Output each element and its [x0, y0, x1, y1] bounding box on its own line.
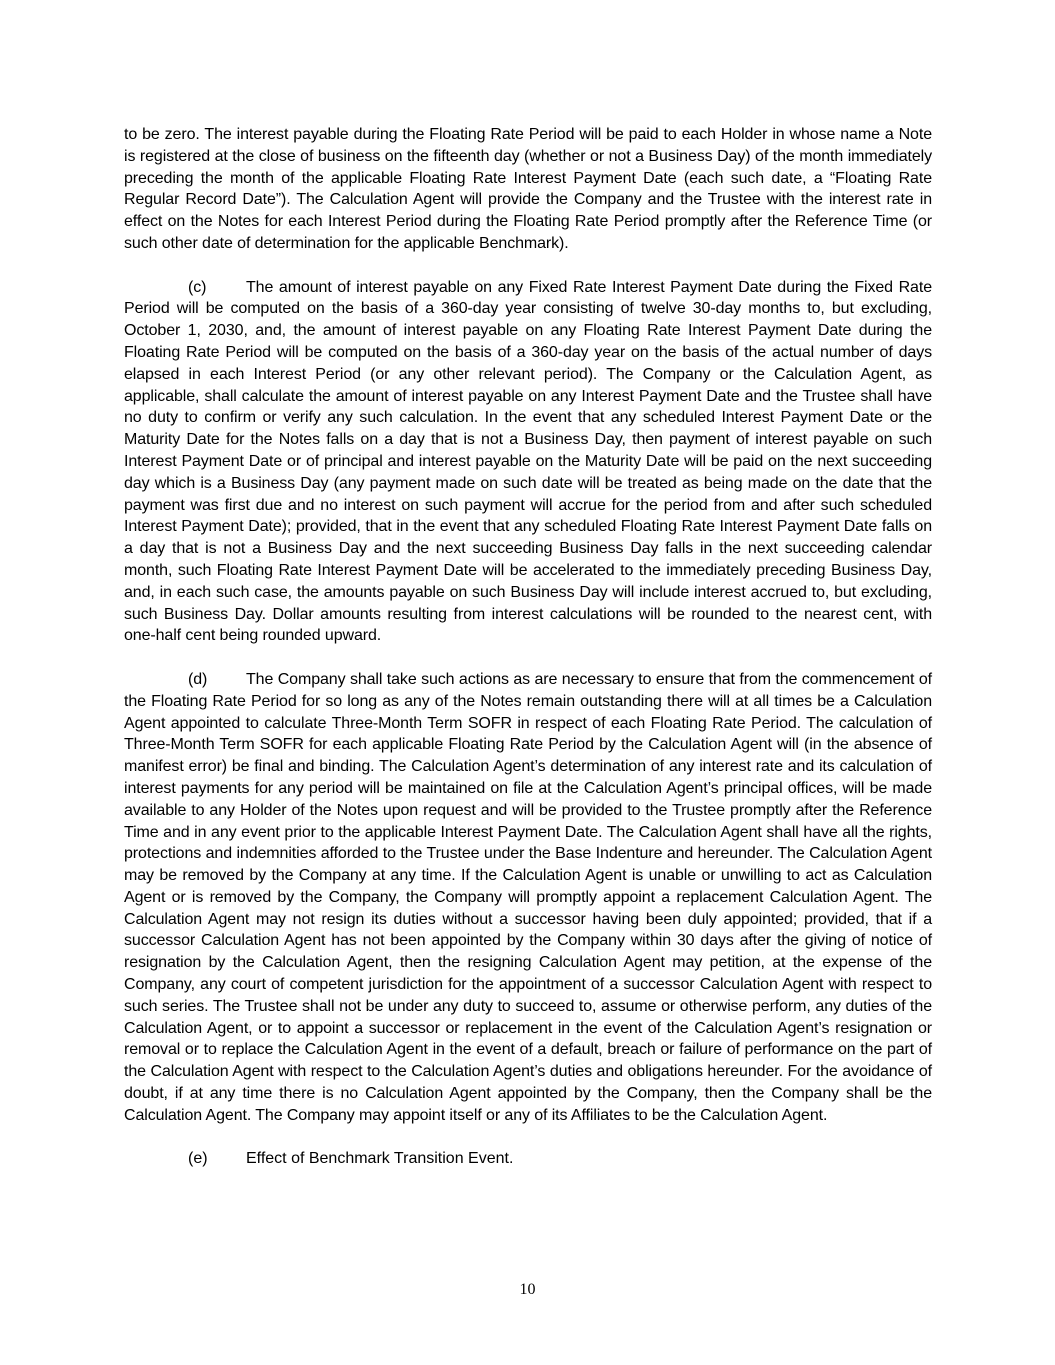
page-number: 10	[519, 1281, 536, 1298]
document-page	[124, 124, 932, 1170]
paragraph-c-text: The amount of interest payable on any Fixed Rate Interest Payment Date during the Fixed Rate Period will be computed on the basis of a 360-day year consisting of twelve 30-day months to, but excluding, October 1, 2030, and, the amount of interest payable on any Floating Rate Interest Payment Date during the Floating Rate Period will be computed on the basis of a 360-day year on the basis of the actual number of days elapsed in each Interest Period (or any other relevant period). The Company or the Calculation Agent, as applicable, shall calculate the amount of interest payable on any Interest Payment Date and the Trustee shall have no duty to confirm or verify any such calculation. In the event that any scheduled Interest Payment Date or the Maturity Date for the Notes falls on a day that is not a Business Day, then payment of interest payable on such Interest Payment Date or of principal and interest payable on the Maturity Date will be paid on the next succeeding day which is a Business Day (any payment made on such date will be treated as being made on the date that the payment was first due and no interest on such payment will accrue for the period from and after such scheduled Interest Payment Date); provided, that in the event that any scheduled Floating Rate Interest Payment Date falls on a day that is not a Business Day and the next succeeding Business Day falls in the next succeeding calendar month, such Floating Rate Interest Payment Date will be accelerated to the immediately preceding Business Day, and, in each such case, the amounts payable on such Business Day will include interest accrued to, but excluding, such Business Day. Dollar amounts resulting from interest calculations will be rounded to the nearest cent, with one-half cent being rounded upward.	[124, 278, 932, 645]
paragraph-e-label: (e)	[188, 1150, 208, 1168]
paragraph-b-continued: to be zero. The interest payable during the Floating Rate Period will be paid to each Holder in whose name a Note is registered at the close of business on the fifteenth day (whether or not a Business Day) of the month immediately preceding the month of the applicable Floating Rate Interest Payment Date (each such date, a “Floating Rate Regular Record Date”). The Calculation Agent will provide the Company and the Trustee with the interest rate in effect on the Notes for each Interest Period during the Floating Rate Period promptly after the Reference Time (or such other date of determination for the applicable Benchmark).	[124, 126, 932, 252]
paragraph-d	[124, 669, 932, 1127]
paragraph-c-label: (c)	[188, 278, 207, 296]
paragraph-d-label: (d)	[188, 670, 208, 688]
paragraph-e-text: Effect of Benchmark Transition Event.	[246, 1150, 514, 1168]
paragraph-d-text: The Company shall take such actions as are necessary to ensure that from the commencement of the Floating Rate Period for so long as any of the Notes remain outstanding there will at all times be a Calculation Agent appointed to calculate Three-Month Term SOFR in respect of each Floating Rate Period. The calculation of Three-Month Term SOFR for each applicable Floating Rate Period by the Calculation Agent will (in the absence of manifest error) be final and binding. The Calculation Agent’s determination of any interest rate and its calculation of interest payments for any period will be maintained on file at the Calculation Agent’s principal offices, will be made available to any Holder of the Notes upon request and will be provided to the Trustee promptly after the Reference Time and in any event prior to the applicable Interest Payment Date. The Calculation Agent shall have all the rights, protections and indemnities afforded to the Trustee under the Base Indenture and hereunder. The Calculation Agent may be removed by the Company at any time. If the Calculation Agent is unable or unwilling to act as Calculation Agent or is removed by the Company, the Company will promptly appoint a replacement Calculation Agent. The Calculation Agent may not resign its duties without a successor having been duly appointed; provided, that if a successor Calculation Agent has not been appointed by the Company within 30 days after the giving of notice of resignation by the Calculation Agent, then the resigning Calculation Agent may petition, at the expense of the Company, any court of competent jurisdiction for the appointment of a successor Calculation Agent with respect to such series. The Trustee shall not be under any duty to succeed to, assume or otherwise perform, any duties of the Calculation Agent, or to appoint a successor or replacement in the event of the Calculation Agent’s resignation or removal or to replace the Calculation Agent in the event of a default, breach or failure of performance on the part of the Calculation Agent with respect to the Calculation Agent’s duties and obligations hereunder. For the avoidance of doubt, if at any time there is no Calculation Agent appointed by the Company, then the Company shall be the Calculation Agent. The Company may appoint itself or any of its Affiliates to be the Calculation Agent.	[124, 670, 932, 1124]
paragraph-e	[124, 1148, 932, 1170]
paragraph-c	[124, 277, 932, 648]
